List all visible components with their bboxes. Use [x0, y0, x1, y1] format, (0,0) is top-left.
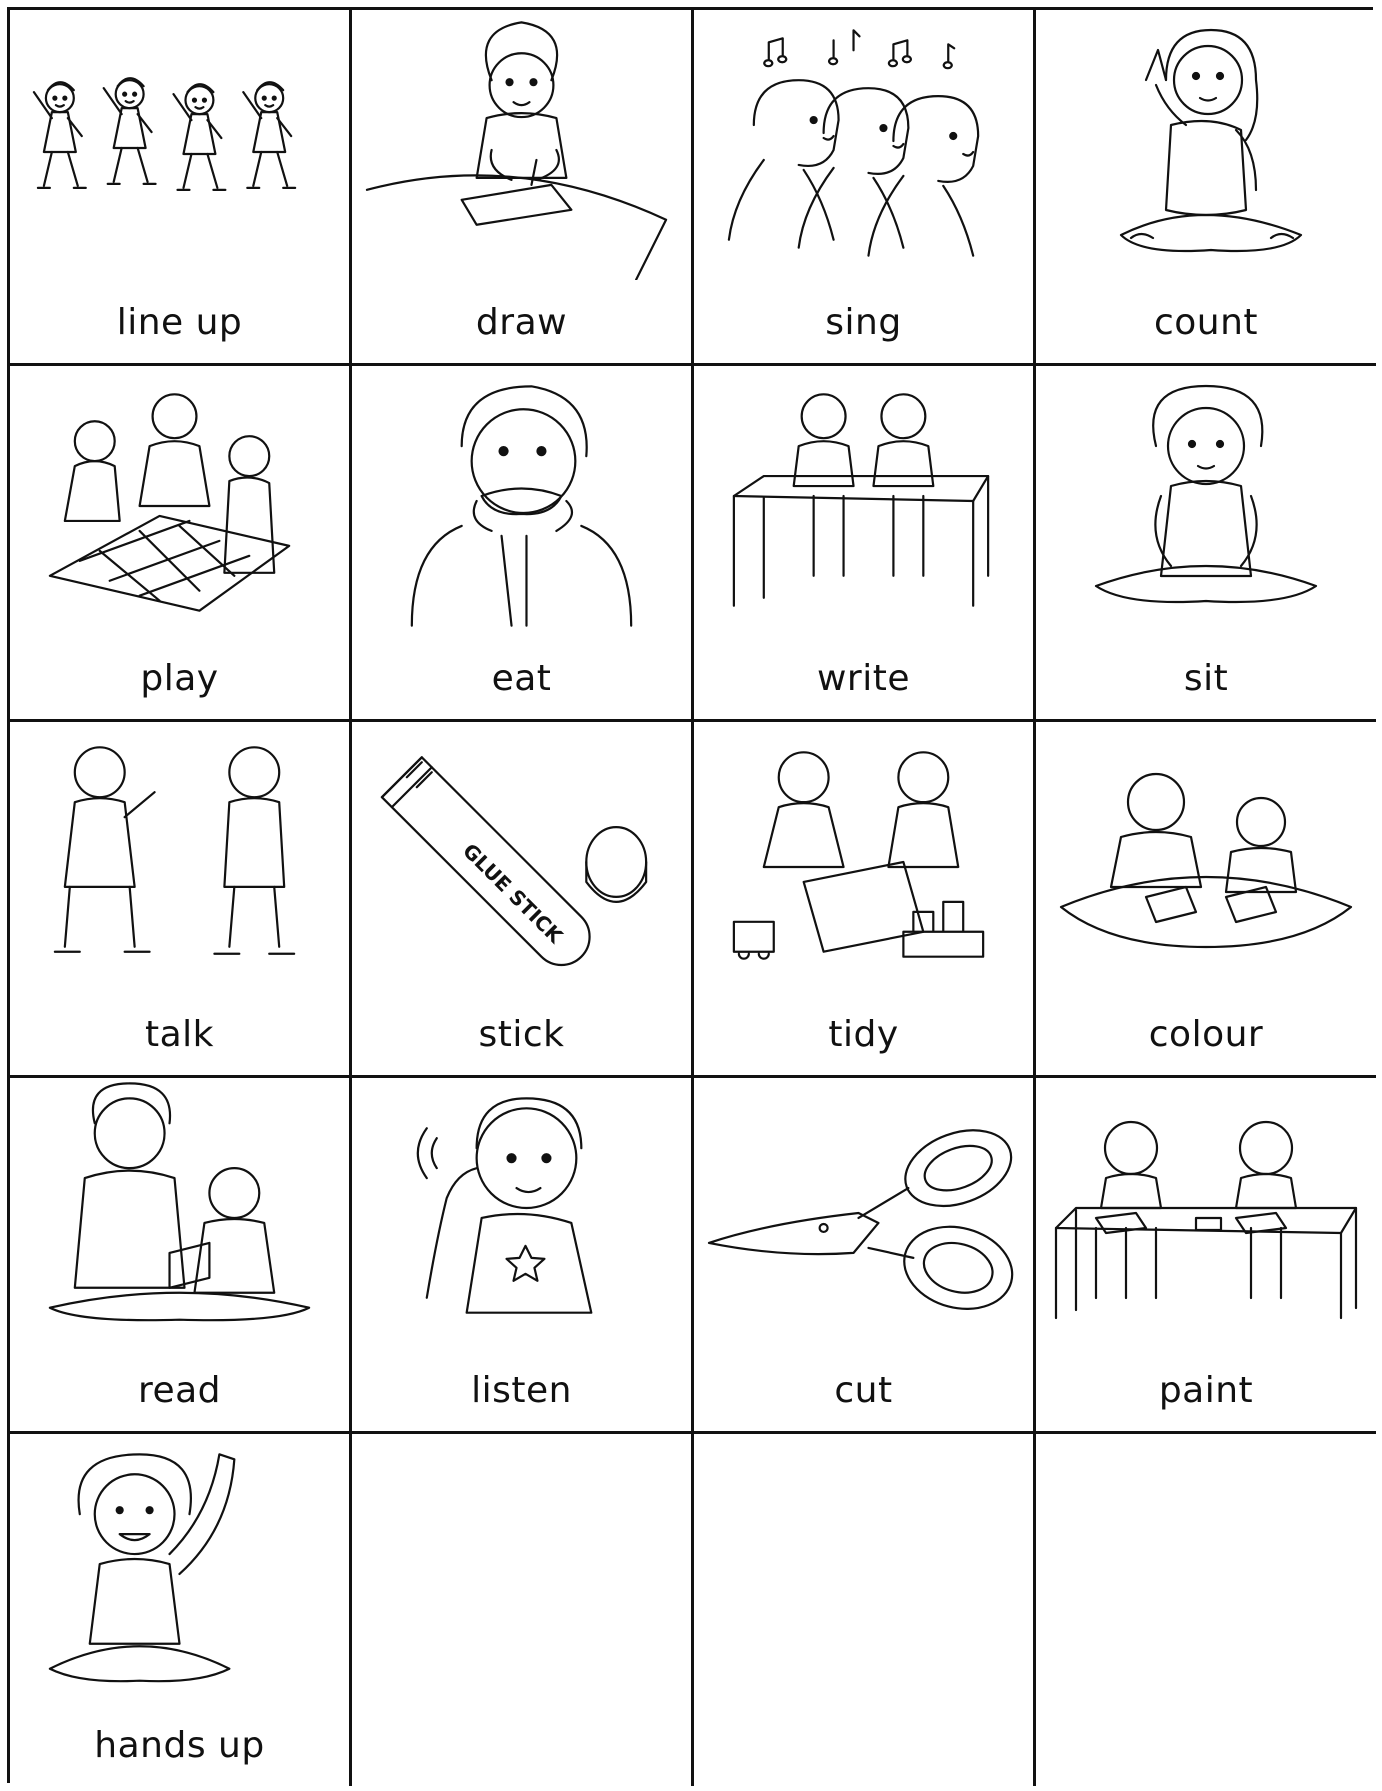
empty-card — [352, 1434, 694, 1786]
glue-stick-icon — [352, 722, 691, 992]
card-sing — [694, 10, 1036, 366]
card-count — [1036, 10, 1376, 366]
card-label: tidy — [828, 1014, 899, 1055]
children-tidying-toys-icon — [694, 722, 1033, 992]
children-lining-up-icon — [10, 10, 349, 280]
children-playing-board-game-icon — [10, 366, 349, 636]
card-label: colour — [1148, 1014, 1264, 1055]
children-talking-icon — [10, 722, 349, 992]
flashcard-grid — [7, 7, 1373, 1783]
card-talk — [10, 722, 352, 1078]
card-eat — [352, 366, 694, 722]
card-label: sing — [825, 302, 902, 343]
card-label: read — [137, 1370, 222, 1411]
scissors-icon — [694, 1078, 1033, 1348]
card-draw — [352, 10, 694, 366]
card-label: draw — [475, 302, 568, 343]
empty-card — [694, 1434, 1036, 1786]
adult-reading-with-child-icon — [10, 1078, 349, 1348]
card-hands-up — [10, 1434, 352, 1786]
card-label: talk — [144, 1014, 215, 1055]
card-stick — [352, 722, 694, 1078]
card-label: play — [140, 658, 219, 699]
card-label: hands up — [94, 1725, 265, 1766]
card-read — [10, 1078, 352, 1434]
card-label: paint — [1158, 1370, 1254, 1411]
children-painting-icon — [1036, 1078, 1376, 1348]
card-label: listen — [471, 1370, 572, 1411]
card-tidy — [694, 722, 1036, 1078]
card-sit — [1036, 366, 1376, 722]
svg-text:GLUE STICK: GLUE STICK — [458, 838, 568, 948]
card-paint — [1036, 1078, 1376, 1434]
card-listen — [352, 1078, 694, 1434]
card-play — [10, 366, 352, 722]
child-sitting-icon — [1036, 366, 1376, 636]
card-label: count — [1153, 302, 1259, 343]
child-eating-icon — [352, 366, 691, 636]
card-cut — [694, 1078, 1036, 1434]
child-hand-raised-icon — [10, 1434, 349, 1704]
child-listening-icon — [352, 1078, 691, 1348]
card-colour — [1036, 722, 1376, 1078]
card-label: cut — [834, 1370, 893, 1411]
child-drawing-icon — [352, 10, 691, 280]
card-write — [694, 366, 1036, 722]
children-singing-icon — [694, 10, 1033, 280]
empty-card — [1036, 1434, 1376, 1786]
card-label: stick — [478, 1014, 565, 1055]
children-writing-at-desk-icon — [694, 366, 1033, 636]
card-label: line up — [116, 302, 243, 343]
card-label: sit — [1183, 658, 1229, 699]
child-counting-fingers-icon — [1036, 10, 1376, 280]
card-label: eat — [491, 658, 552, 699]
card-label: write — [816, 658, 910, 699]
children-colouring-icon — [1036, 722, 1376, 992]
card-line-up — [10, 10, 352, 366]
